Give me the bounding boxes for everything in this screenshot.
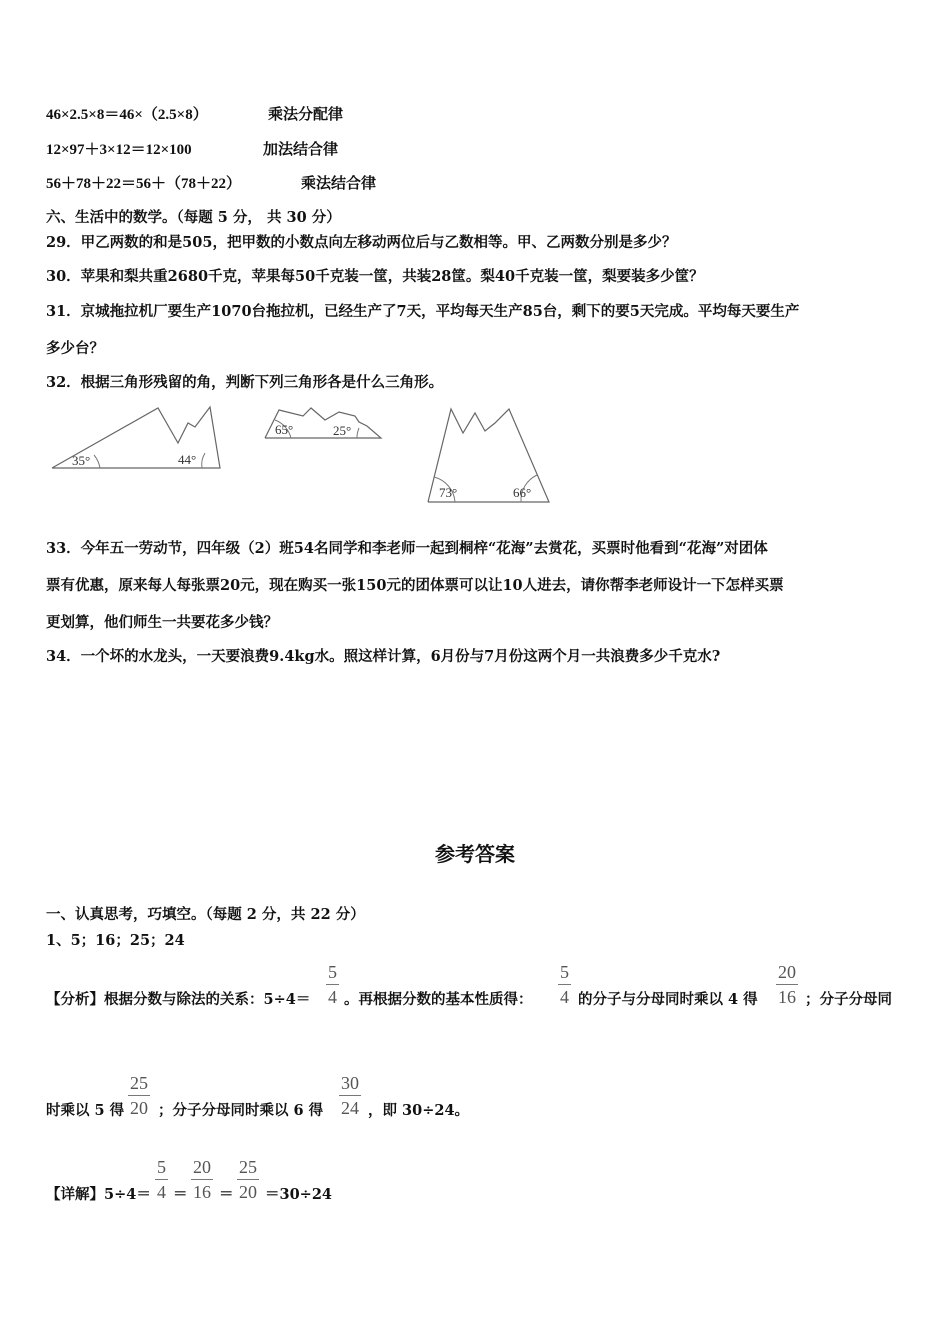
law-name-2: 加法结合律 (263, 140, 339, 158)
fraction-20-16 (191, 1157, 213, 1202)
section6-heading: 六、生活中的数学。（每题 5 分， 共 30 分） (46, 209, 341, 226)
fraction-denominator: 20 (130, 1098, 148, 1118)
triangle-3-left-angle: 73° (439, 485, 458, 500)
question-34: 34．一个坏的水龙头，一天要浪费9.4kg水。照这样计算，6月份与7月份这两个月一共浪费多少千克水? (46, 648, 721, 665)
fraction-denominator: 4 (157, 1182, 166, 1202)
triangle-2-left-angle: 65° (275, 422, 294, 437)
fraction-denominator: 16 (193, 1182, 211, 1202)
answers-title: 参考答案 (435, 842, 515, 866)
detail-text-end: ＝30÷24 (265, 1186, 333, 1203)
analysis2-text-c: ，即 30÷24。 (368, 1102, 470, 1119)
law-name-1: 乘法分配律 (268, 105, 344, 123)
fraction-numerator: 5 (328, 962, 337, 982)
question-33-line2: 票有优惠，原来每人每张票20元，现在购买一张150元的团体票可以让10人进去，请你帮李老师设计一下怎样买票 (46, 577, 784, 594)
fraction-numerator: 25 (239, 1157, 257, 1177)
fraction-5-4 (558, 962, 571, 1007)
question-31-line2: 多少台？ (46, 340, 104, 357)
analysis-text-c: 的分子与分母同时乘以 4 得 (578, 991, 758, 1008)
analysis-text-a: 【分析】根据分数与除法的关系：5÷4＝ (46, 991, 311, 1008)
law-expr-1: 46×2.5×8＝46×（2.5×8） (46, 107, 208, 123)
fraction-denominator: 4 (560, 987, 569, 1007)
analysis-text-d: ；分子分母同 (805, 991, 892, 1008)
triangle-2-right-angle: 25° (333, 423, 352, 438)
fraction-numerator: 5 (560, 962, 569, 982)
broken-triangle-1 (50, 405, 225, 475)
fraction-30-24 (339, 1073, 361, 1118)
question-31-line1: 31．京城拖拉机厂要生产1070台拖拉机，已经生产了7天，平均每天生产85台，剩下的要5天完成。平均每天要生产 (46, 303, 800, 320)
analysis2-text-a: 时乘以 5 得 (46, 1102, 125, 1119)
fraction-numerator: 30 (341, 1073, 359, 1093)
law-expr-2: 12×97＋3×12＝12×100 (46, 142, 192, 158)
fraction-denominator: 20 (239, 1182, 257, 1202)
fraction-denominator: 24 (341, 1098, 359, 1118)
fraction-20-16 (776, 962, 798, 1007)
triangle-3-right-angle: 66° (513, 485, 532, 500)
question-33-line3: 更划算，他们师生一共要花多少钱？ (46, 614, 278, 631)
question-32: 32．根据三角形残留的角，判断下列三角形各是什么三角形。 (46, 374, 444, 391)
fraction-25-20 (128, 1073, 150, 1118)
answer-1: 1、5；16；25；24 (46, 932, 185, 949)
detail-equals-1: ＝ (173, 1186, 188, 1203)
question-30: 30．苹果和梨共重2680千克，苹果每50千克装一筐，共装28筐。梨40千克装一筐，梨要装多少筐？ (46, 268, 704, 285)
triangle-1-left-angle: 35° (72, 453, 91, 468)
broken-triangle-3 (425, 405, 555, 507)
answers-section1-heading: 一、认真思考，巧填空。（每题 2 分，共 22 分） (46, 906, 365, 923)
fraction-denominator: 4 (328, 987, 337, 1007)
fraction-numerator: 25 (130, 1073, 148, 1093)
question-33-line1: 33．今年五一劳动节，四年级（2）班54名同学和李老师一起到桐梓“花海”去赏花，买票时他看到“花海”对团体 (46, 540, 768, 557)
fraction-5-4 (326, 962, 339, 1007)
broken-triangle-2 (263, 406, 388, 446)
fraction-numerator: 5 (157, 1157, 166, 1177)
detail-text-a: 【详解】5÷4＝ (46, 1186, 151, 1203)
fraction-denominator: 16 (778, 987, 796, 1007)
question-29: 29．甲乙两数的和是505，把甲数的小数点向左移动两位后与乙数相等。甲、乙两数分别是多少？ (46, 234, 677, 251)
triangle-1-right-angle: 44° (178, 452, 197, 467)
fraction-numerator: 20 (193, 1157, 211, 1177)
analysis-text-b: 。再根据分数的基本性质得： (344, 991, 533, 1008)
law-name-3: 乘法结合律 (301, 174, 377, 192)
law-expr-3: 56＋78＋22＝56＋（78＋22） (46, 176, 242, 192)
fraction-25-20 (237, 1157, 259, 1202)
detail-equals-2: ＝ (219, 1186, 234, 1203)
fraction-numerator: 20 (778, 962, 796, 982)
fraction-5-4 (155, 1157, 168, 1202)
analysis2-text-b: ；分子分母同时乘以 6 得 (158, 1102, 324, 1119)
